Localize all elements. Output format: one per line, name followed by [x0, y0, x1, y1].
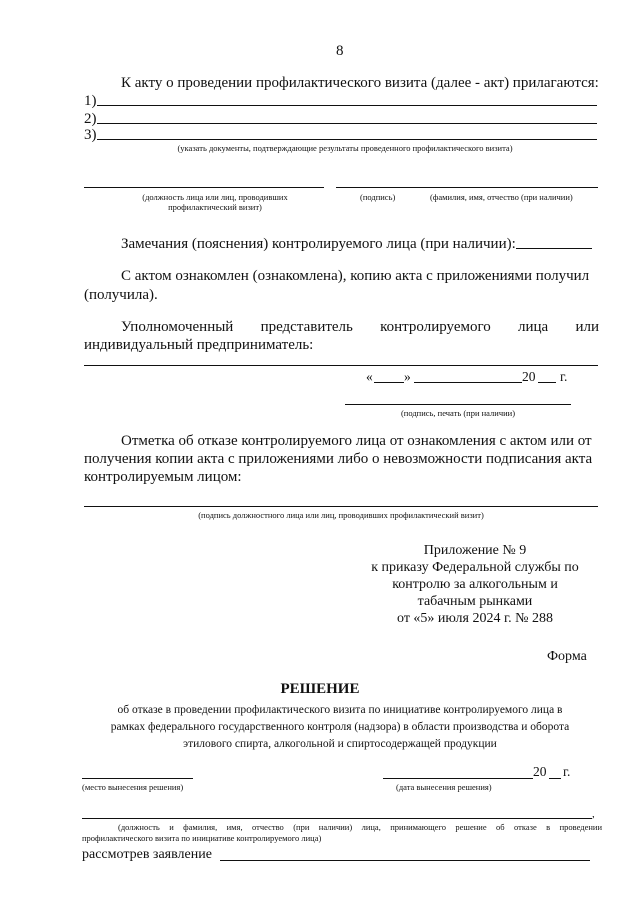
decision-year-blank [549, 778, 561, 779]
signature-seal-line [345, 404, 571, 405]
representative-word: Уполномоченный [121, 319, 234, 335]
remarks-label: Замечания (пояснения) контролируемого лица (при наличии): [121, 236, 516, 252]
place-caption: (место вынесения решения) [82, 782, 184, 792]
refusal-signature-line [84, 506, 598, 507]
attachment-line-2 [97, 123, 597, 124]
considered-line [220, 860, 590, 861]
attachment-item-3: 3) [84, 127, 97, 143]
attachments-caption: (указать документы, подтверждающие результаты проведенного профилактического визита) [177, 143, 513, 153]
decision-subtitle-line-3: этилового спирта, алкогольной и спиртосодержащей продукции [183, 738, 497, 750]
official-line [82, 818, 592, 819]
appendix-line-3: контролю за алкогольным и [392, 577, 558, 592]
attachment-item-1: 1) [84, 93, 97, 109]
decision-year-suffix: г. [563, 764, 571, 779]
acknowledged-line-1: С актом ознакомлен (ознакомлена), копию акта с приложениями получил [121, 268, 590, 284]
place-line [82, 778, 193, 779]
page-number: 8 [336, 43, 344, 59]
day-blank [374, 382, 404, 383]
remarks-line [516, 248, 592, 249]
year-prefix: 20 [522, 369, 536, 384]
decision-date-line [383, 778, 533, 779]
appendix-line-1: Приложение № 9 [423, 543, 527, 558]
quote-close: » [404, 369, 411, 384]
appendix-line-4: табачным рынками [417, 594, 533, 609]
appendix-block [340, 542, 610, 627]
position-caption: (должность лица или лиц, проводивших профилактический визит) [142, 192, 288, 212]
refusal-caption: (подпись должностного лица или лиц, проводивших профилактический визит) [198, 510, 484, 520]
position-line [84, 187, 324, 188]
attachment-line-1 [97, 105, 597, 106]
signature-seal-caption: (подпись, печать (при наличии) [400, 408, 516, 418]
attachments-intro: К акту о проведении профилактического визита (далее - акт) прилагаются: [121, 75, 599, 91]
decision-title: РЕШЕНИЕ [280, 681, 360, 697]
representative-line [84, 365, 598, 366]
representative-line-2: индивидуальный предприниматель: [84, 337, 314, 353]
signature-caption: (подпись) [360, 192, 396, 202]
acknowledged-line-2: (получила). [84, 287, 158, 303]
refusal-line-2: получения копии акта с приложениями либо о невозможности подписания акта [84, 451, 593, 467]
decision-subtitle-line-2: рамках федерального государственного контроля (надзора) в области производства и оборота [110, 721, 570, 733]
official-caption-1: (должность и фамилия, имя, отчество (при наличии) лица, принимающего решение об отказе в проведении [118, 822, 602, 832]
representative-word: контролируемого [380, 319, 491, 335]
representative-word: или [575, 319, 599, 335]
representative-line-1 [121, 318, 599, 336]
signature-name-line [336, 187, 598, 188]
official-comma: , [592, 808, 595, 820]
attachment-item-2: 2) [84, 111, 97, 127]
refusal-line-1: Отметка об отказе контролируемого лица от ознакомления с актом или от [121, 433, 592, 449]
decision-subtitle-line-1: об отказе в проведении профилактического визита по инициативе контролируемого лица в [117, 704, 563, 716]
appendix-line-2: к приказу Федеральной службы по [371, 560, 579, 575]
representative-word: представитель [260, 319, 353, 335]
date-line [366, 368, 576, 385]
quote-open: « [366, 369, 373, 384]
decision-year-prefix: 20 [533, 764, 547, 779]
representative-word: лица [518, 319, 549, 335]
decision-date-caption: (дата вынесения решения) [396, 782, 492, 792]
considered-label: рассмотрев заявление [82, 847, 212, 862]
month-blank [414, 382, 522, 383]
attachment-line-3 [97, 139, 597, 140]
appendix-line-5: от «5» июля 2024 г. № 288 [397, 611, 553, 626]
official-caption-2: профилактического визита по инициативе контролируемого лица) [82, 833, 322, 843]
year-blank [538, 382, 556, 383]
refusal-line-3: контролируемым лицом: [84, 469, 242, 485]
year-suffix: г. [560, 369, 568, 384]
decision-subtitle [75, 702, 605, 753]
form-label: Форма [547, 649, 587, 664]
name-caption: (фамилия, имя, отчество (при наличии) [430, 192, 573, 202]
